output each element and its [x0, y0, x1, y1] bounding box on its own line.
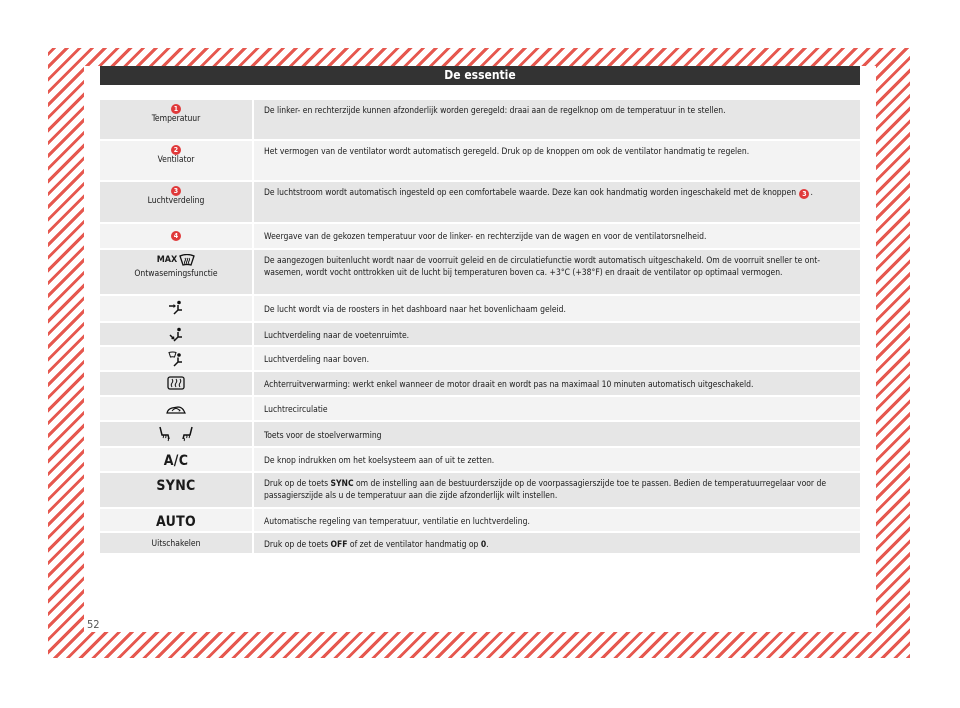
table-row [100, 322, 860, 346]
table-row [100, 472, 860, 508]
table-row [100, 249, 860, 295]
max-defrost-icon: MAX [157, 254, 196, 266]
recirculation-icon [100, 404, 252, 416]
air-to-upper-body-icon [100, 300, 252, 316]
number-badge: 1 [171, 104, 181, 114]
auto-button-label: AUTO [155, 514, 197, 530]
table-cell-control [100, 532, 253, 554]
inline-button-label: 0 [480, 540, 487, 550]
control-label: Luchtverdeling [147, 196, 205, 206]
table-cell-control [100, 447, 253, 472]
table-row [100, 346, 860, 371]
table-row [100, 223, 860, 249]
inline-button-label: SYNC [330, 479, 354, 489]
ac-button-label: A/C [163, 453, 189, 469]
table-cell-control [100, 396, 253, 421]
table-cell-control [100, 100, 253, 140]
table-cell-description: Toets voor de stoelverwarming [253, 421, 860, 447]
seat-heating-icon [100, 426, 252, 442]
table-cell-control [100, 508, 253, 532]
air-to-windshield-icon [100, 351, 252, 367]
description-text: De luchtstroom wordt automatisch ingesteld op een comfortabele waarde. Deze kan ook handmatig worden ingeschakeld met de knoppen [264, 188, 797, 198]
control-label: Temperatuur [151, 114, 201, 124]
rear-defrost-icon [100, 376, 252, 390]
table-row [100, 371, 860, 396]
section-header: De essentie [100, 66, 860, 85]
table-cell-description: De linker- en rechterzijde kunnen afzonderlijk worden geregeld: draai aan de regelknop om de temperatuur in te stellen. [253, 100, 860, 140]
control-label: Ontwasemingsfunctie [134, 269, 218, 279]
table-cell-description [253, 532, 860, 554]
number-badge: 3 [171, 186, 181, 196]
description-text: Druk op de toets [264, 540, 329, 550]
table-cell-control [100, 223, 253, 249]
table-row [100, 140, 860, 181]
table-cell-description: De knop indrukken om het koelsysteem aan of uit te zetten. [253, 447, 860, 472]
table-cell-control [100, 371, 253, 396]
description-text: . [486, 540, 489, 550]
table-cell-control [100, 295, 253, 322]
table-cell-description: De aangezogen buitenlucht wordt naar de voorruit geleid en de circulatiefunctie wordt automatisch uitgeschakeld. Om de voorruit sneller te ont-wasemen, wordt vocht onttrokken uit de lucht bij temperaturen boven ca. +3°C (+38°F) en draait de ventilator op optimaal vermogen. [253, 249, 860, 295]
table-row [100, 421, 860, 447]
table-row [100, 447, 860, 472]
table-cell-control [100, 472, 253, 508]
sync-button-label: SYNC [156, 478, 196, 494]
description-text: om de instelling aan de bestuurderszijde op de voorpassagierszijde toe te passen. Bedien de temperatuurregelaar voor de passagierszijde als u de temperatuur aan die zijde afzonderlijk wilt instellen. [264, 479, 827, 501]
description-text: of zet de ventilator handmatig op [349, 540, 479, 550]
table-cell-control [100, 322, 253, 346]
table-row [100, 508, 860, 532]
table-cell-control [100, 249, 253, 295]
description-text: Druk op de toets [264, 479, 329, 489]
number-badge: 2 [171, 145, 181, 155]
table-cell-description: Luchtrecirculatie [253, 396, 860, 421]
table-cell-description: Luchtverdeling naar boven. [253, 346, 860, 371]
table-cell-control [100, 181, 253, 223]
table-cell-control [100, 346, 253, 371]
table-cell-description [253, 181, 860, 223]
table-cell-control [100, 421, 253, 447]
table-cell-description: Het vermogen van de ventilator wordt automatisch geregeld. Druk op de knoppen om ook de ventilator handmatig te regelen. [253, 140, 860, 181]
table-cell-description: Luchtverdeling naar de voetenruimte. [253, 322, 860, 346]
table-row [100, 181, 860, 223]
table-cell-description: De lucht wordt via de roosters in het dashboard naar het bovenlichaam geleid. [253, 295, 860, 322]
table-row [100, 532, 860, 554]
control-label: Uitschakelen [151, 539, 201, 549]
table-cell-control [100, 140, 253, 181]
table-cell-description: Automatische regeling van temperatuur, ventilatie en luchtverdeling. [253, 508, 860, 532]
number-badge: 3 [799, 189, 809, 199]
table-row [100, 396, 860, 421]
air-to-footwell-icon [100, 327, 252, 343]
inline-button-label: OFF [330, 540, 348, 550]
description-text: . [810, 188, 813, 198]
table-row [100, 295, 860, 322]
controls-table [100, 100, 860, 555]
number-badge: 4 [171, 231, 181, 241]
table-row [100, 100, 860, 140]
table-cell-description [253, 472, 860, 508]
table-cell-description: Weergave van de gekozen temperatuur voor de linker- en rechterzijde van de wagen en voor de ventilatorsnelheid. [253, 223, 860, 249]
control-label: Ventilator [157, 155, 195, 165]
table-cell-description: Achterruitverwarming: werkt enkel wanneer de motor draait en wordt pas na maximaal 10 minuten automatisch uitgeschakeld. [253, 371, 860, 396]
page-number: 52 [87, 618, 100, 631]
